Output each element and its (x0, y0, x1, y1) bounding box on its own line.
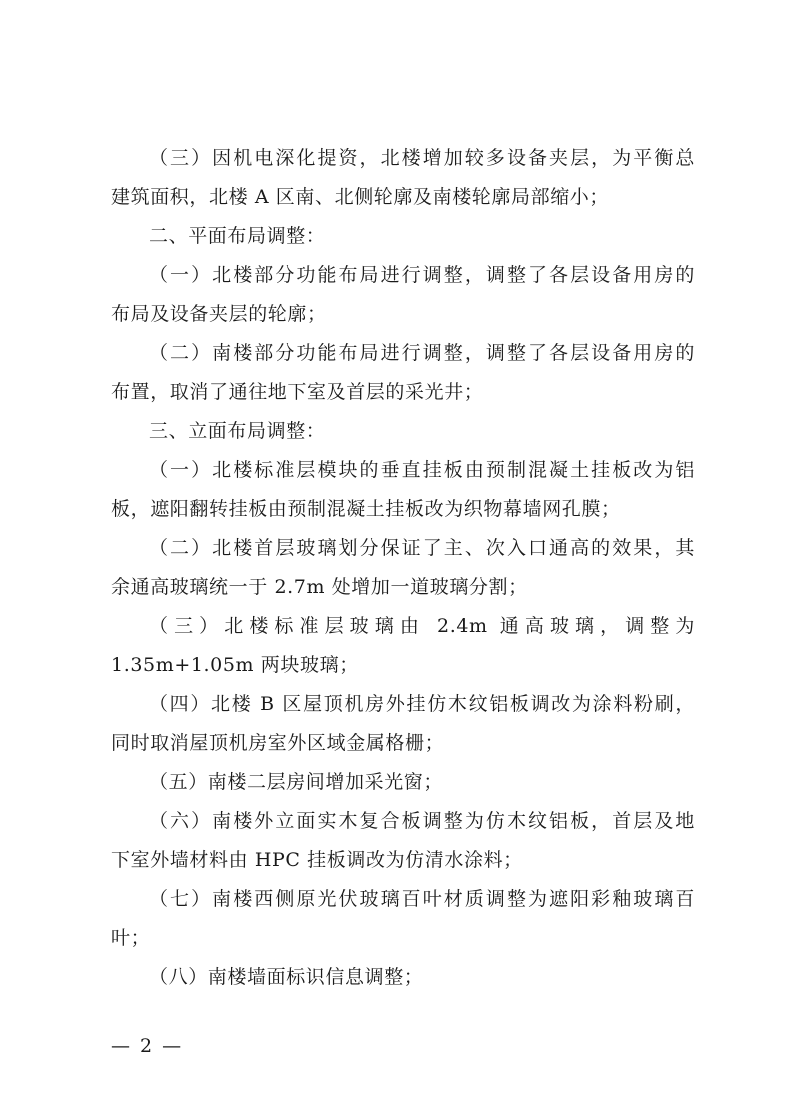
paragraph-line: （二）北楼首层玻璃划分保证了主、次入口通高的效果，其 (149, 537, 695, 559)
paragraph-line: 1.35m+1.05m 两块玻璃； (111, 654, 359, 676)
paragraph-line: （三）因机电深化提资，北楼增加较多设备夹层，为平衡总 (149, 147, 695, 169)
paragraph-line: （五）南楼二层房间增加采光窗； (149, 771, 444, 793)
page-number: — 2 — (111, 1035, 184, 1057)
paragraph-line: 板，遮阳翻转挂板由预制混凝土挂板改为织物幕墙网孔膜； (111, 498, 621, 520)
paragraph-line: 布置，取消了通往地下室及首层的采光井； (111, 381, 484, 403)
paragraph-line: 余通高玻璃统一于 2.7m 处增加一道玻璃分割； (111, 576, 528, 598)
paragraph-line: 布局及设备夹层的轮廓； (111, 303, 327, 325)
paragraph-line: （八）南楼墙面标识信息调整； (149, 966, 424, 988)
paragraph-line: （四）北楼 B 区屋顶机房外挂仿木纹铝板调改为涂料粉刷， (149, 693, 695, 715)
paragraph-line: 叶； (111, 927, 151, 949)
paragraph-line: （三）北楼标准层玻璃由 2.4m 通高玻璃，调整为 (149, 615, 695, 637)
paragraph-line: （七）南楼西侧原光伏玻璃百叶材质调整为遮阳彩釉玻璃百 (149, 888, 695, 910)
paragraph-line: 下室外墙材料由 HPC 挂板调改为仿清水涂料； (111, 849, 523, 871)
paragraph-line: （一）北楼标准层模块的垂直挂板由预制混凝土挂板改为铝 (149, 459, 695, 481)
paragraph-line: （二）南楼部分功能布局进行调整，调整了各层设备用房的 (149, 342, 695, 364)
paragraph-line: （六）南楼外立面实木复合板调整为仿木纹铝板，首层及地 (149, 810, 695, 832)
paragraph-line: 建筑面积，北楼 A 区南、北侧轮廓及南楼轮廓局部缩小； (111, 186, 610, 208)
paragraph-line: （一）北楼部分功能布局进行调整，调整了各层设备用房的 (149, 264, 695, 286)
paragraph-line: 同时取消屋顶机房室外区域金属格栅； (111, 732, 445, 754)
section-heading: 三、立面布局调整： (149, 420, 326, 442)
section-heading: 二、平面布局调整： (149, 225, 326, 247)
